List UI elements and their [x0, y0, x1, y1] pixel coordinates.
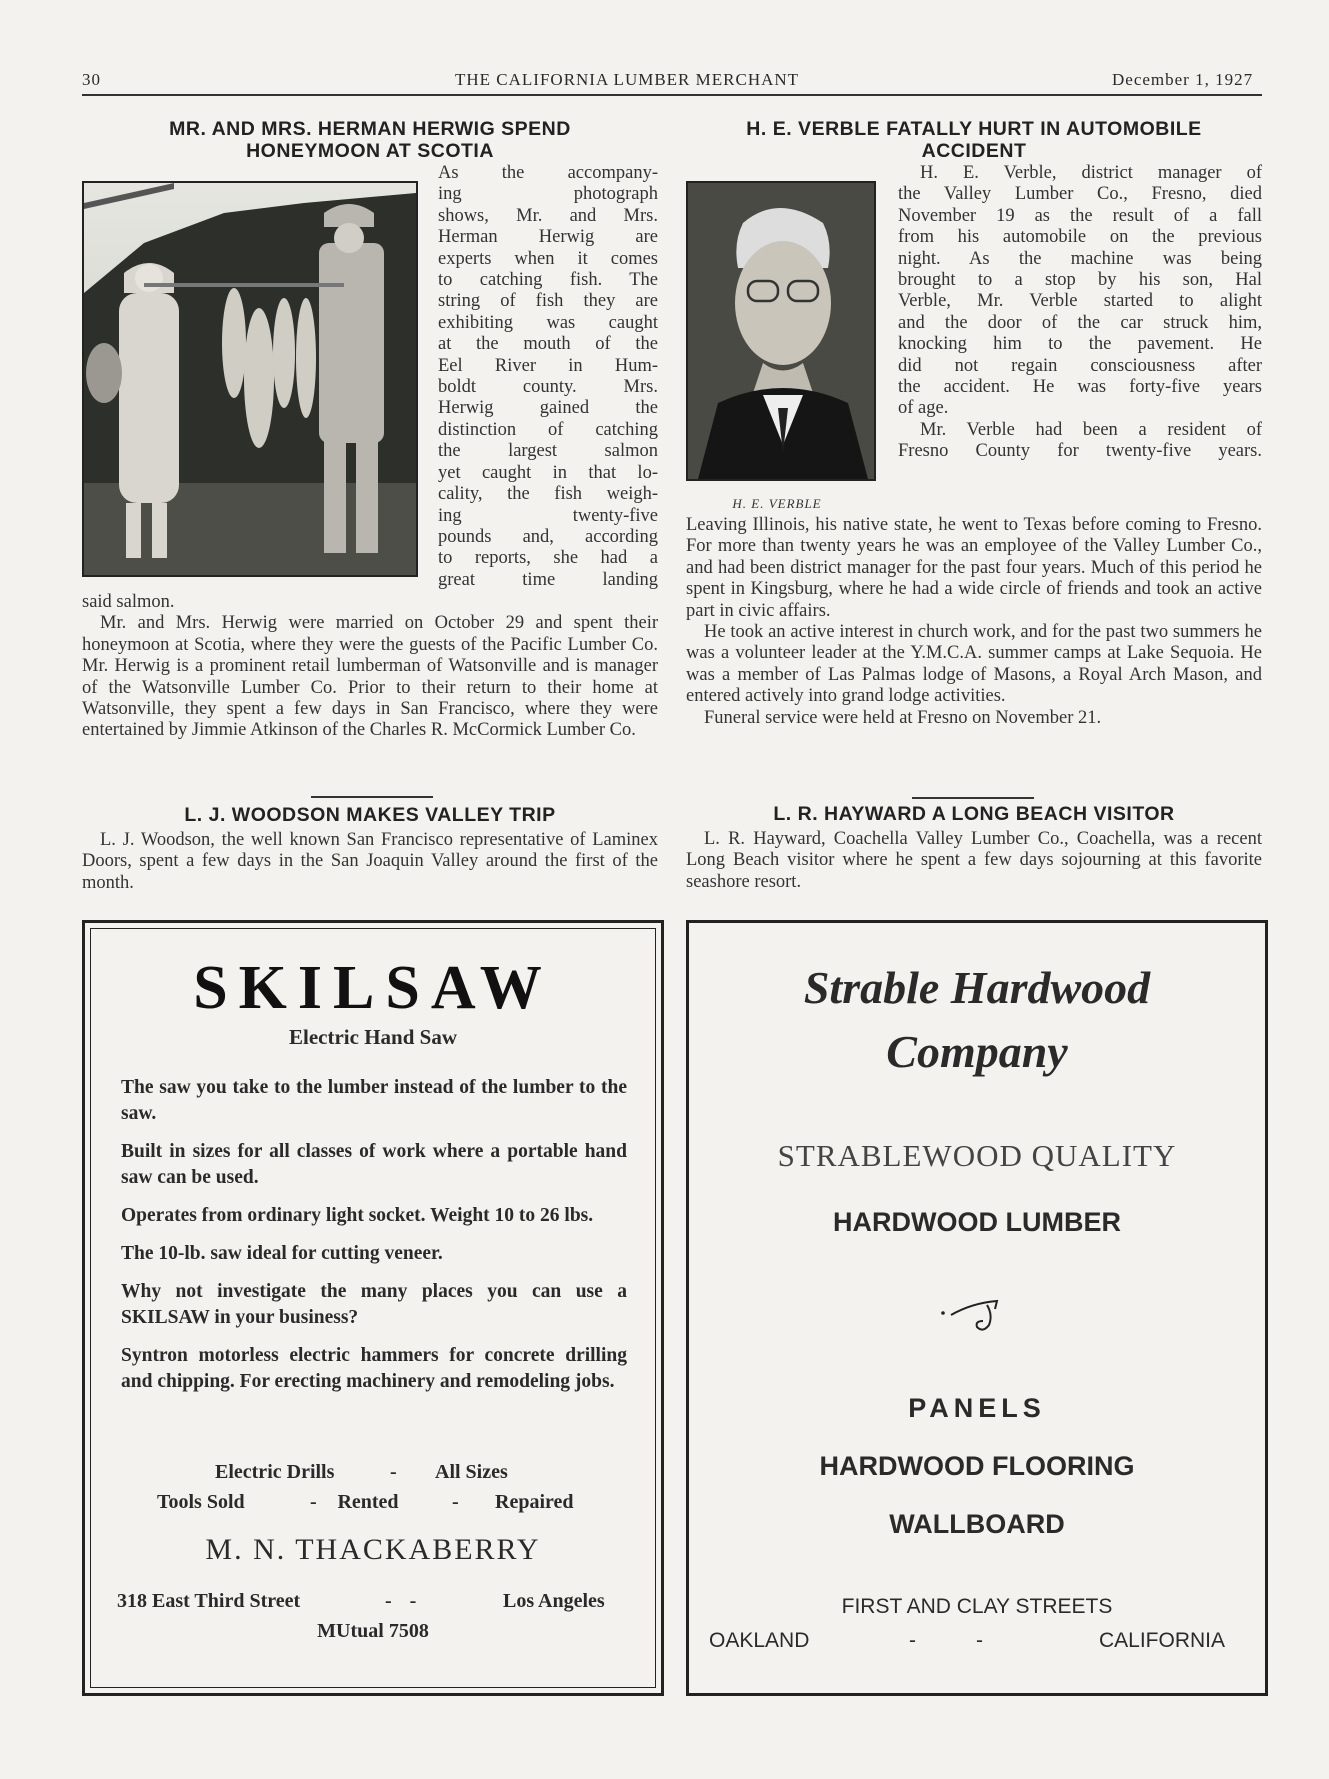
- separator: -: [310, 1491, 317, 1513]
- skilsaw-feature: The saw you take to the lumber instead of the lumber to the saw.: [121, 1077, 627, 1124]
- strable-city: OAKLAND: [709, 1629, 810, 1652]
- skilsaw-feature: Operates from ordinary light socket. Weight 10 to 26 lbs.: [121, 1205, 594, 1226]
- skilsaw-brand: SKILSAW: [193, 954, 553, 1022]
- skilsaw-features: [121, 1075, 627, 1407]
- skilsaw-city: Los Angeles: [503, 1590, 605, 1612]
- herwig-body: said salmon. Mr. and Mrs. Herwig were married on October 29 and spent their honeymoon at Scotia, where they were the guests of the Pacific Lumber Co. Mr. Herwig is a prominent retail lumberman of Watsonville and is manager of the Watsonville Lumber Co. Prior to their return to their home at Watsonville, they spent a few days in San Francisco, where they were entertained by Jimmie Atkinson of the Charles R. McCormick Lumber Co.: [82, 592, 658, 741]
- page-number: 30: [82, 70, 101, 89]
- strable-line-hardwood-lumber: HARDWOOD LUMBER: [833, 1207, 1121, 1237]
- skilsaw-ad: [82, 920, 664, 1696]
- article-divider: [311, 796, 433, 798]
- skilsaw-tools-sold: Tools Sold: [157, 1491, 245, 1513]
- woodson-body: L. J. Woodson, the well known San Francisco representative of Laminex Doors, spent a few days in the San Joaquin Valley around the first of the month.: [82, 830, 658, 893]
- strable-quality: STRABLEWOOD QUALITY: [777, 1138, 1177, 1173]
- verble-body: Leaving Illinois, his native state, he went to Texas before coming to Fresno. For more than twenty years he was an employee of the Valley Lumber Co., and had been district manager for the past four years. Much of this period he spent in Kingsburg, where he had a wide circle of friends and took an active part in civic affairs. He took an active interest in church work, and for the past two summers he was a volunteer leader at the Y.M.C.A. summer camps at Lake Sequoia. He was a member of Las Palmas lodge of Masons, a Royal Arch Mason, and entered actively into grand lodge activities. Funeral service were held at Fresno on November 21.: [686, 515, 1262, 728]
- herwig-wrap-text: As the accompany- ing photograph shows, Mr. and Mrs. Herman Herwig are experts when it comes to catching fish. The string of fish they are exhibiting was caught at the mouth of the Eel River in Hum- boldt county. Mrs. Herwig gained the distinction of catching the largest salmon yet caught in that lo- cality, the fish weigh- ing twenty-five pounds and, according to reports, she had a great time landing: [438, 163, 658, 590]
- verble-wrap-text: H. E. Verble, district manager of the Valley Lumber Co., Fresno, died November 19 as the result of a fall from his automobile on the previous night. As the machine was being brought to a stop by his son, Hal Verble, Mr. Verble started to alight and the door of the car struck him, knocking him to the pavement. He did not regain consciousness after the accident. He was forty-five years of age. Mr. Verble had been a resident of Fresno County for twenty-five years.: [898, 163, 1262, 462]
- strable-address: FIRST AND CLAY STREETS: [841, 1595, 1113, 1618]
- separator: -: [390, 1461, 397, 1483]
- skilsaw-phone: MUtual 7508: [317, 1620, 429, 1642]
- skilsaw-dealer: M. N. THACKABERRY: [205, 1533, 541, 1566]
- verble-photo-caption: H. E. VERBLE: [732, 496, 822, 511]
- hayward-body: L. R. Hayward, Coachella Valley Lumber Co., Coachella, was a recent Long Beach visitor where he spent a few days sojourning at this favorite seashore resort.: [686, 829, 1262, 892]
- skilsaw-tools-repaired: Repaired: [495, 1491, 574, 1513]
- skilsaw-street: 318 East Third Street: [117, 1590, 301, 1612]
- header-rule: [82, 94, 1262, 96]
- separator: --: [909, 1629, 1043, 1652]
- skilsaw-feature: Why not investigate the many places you can use a SKILSAW in your business?: [121, 1281, 627, 1328]
- skilsaw-drill-sizes: All Sizes: [435, 1461, 508, 1483]
- strable-line-flooring: HARDWOOD FLOORING: [819, 1451, 1135, 1481]
- publication-title: THE CALIFORNIA LUMBER MERCHANT: [455, 70, 800, 89]
- strable-line-panels: PANELS: [908, 1393, 1046, 1423]
- verble-portrait: [686, 181, 876, 481]
- article-divider: [912, 797, 1034, 799]
- skilsaw-feature: The 10-lb. saw ideal for cutting veneer.: [121, 1243, 443, 1264]
- separator: --: [385, 1590, 435, 1612]
- strable-state: CALIFORNIA: [1099, 1629, 1226, 1652]
- issue-date: December 1, 1927: [1112, 70, 1254, 89]
- strable-line-wallboard: WALLBOARD: [889, 1509, 1065, 1539]
- strable-ad: [686, 920, 1268, 1696]
- hayward-headline: L. R. HAYWARD A LONG BEACH VISITOR: [773, 803, 1175, 825]
- skilsaw-feature: Built in sizes for all classes of work where a portable hand saw can be used.: [121, 1141, 627, 1188]
- herwig-headline: MR. AND MRS. HERMAN HERWIG SPEND HONEYMOON AT SCOTIA: [169, 118, 571, 162]
- separator: -: [452, 1491, 459, 1513]
- skilsaw-tools-rented: Rented: [337, 1491, 399, 1513]
- skilsaw-drills: Electric Drills: [215, 1461, 335, 1483]
- verble-headline: H. E. VERBLE FATALLY HURT IN AUTOMOBILE ACCIDENT: [746, 118, 1202, 162]
- ornament-icon: [937, 1295, 1007, 1340]
- strable-name-line1: Strable Hardwood: [803, 962, 1151, 1013]
- woodson-headline: L. J. WOODSON MAKES VALLEY TRIP: [184, 804, 556, 826]
- strable-name-line2: Company: [886, 1026, 1068, 1077]
- skilsaw-subtitle: Electric Hand Saw: [289, 1025, 457, 1049]
- skilsaw-feature: Syntron motorless electric hammers for concrete drilling and chipping. For erecting machinery and remodeling jobs.: [121, 1345, 627, 1392]
- herwig-fishing-photo: [82, 181, 418, 577]
